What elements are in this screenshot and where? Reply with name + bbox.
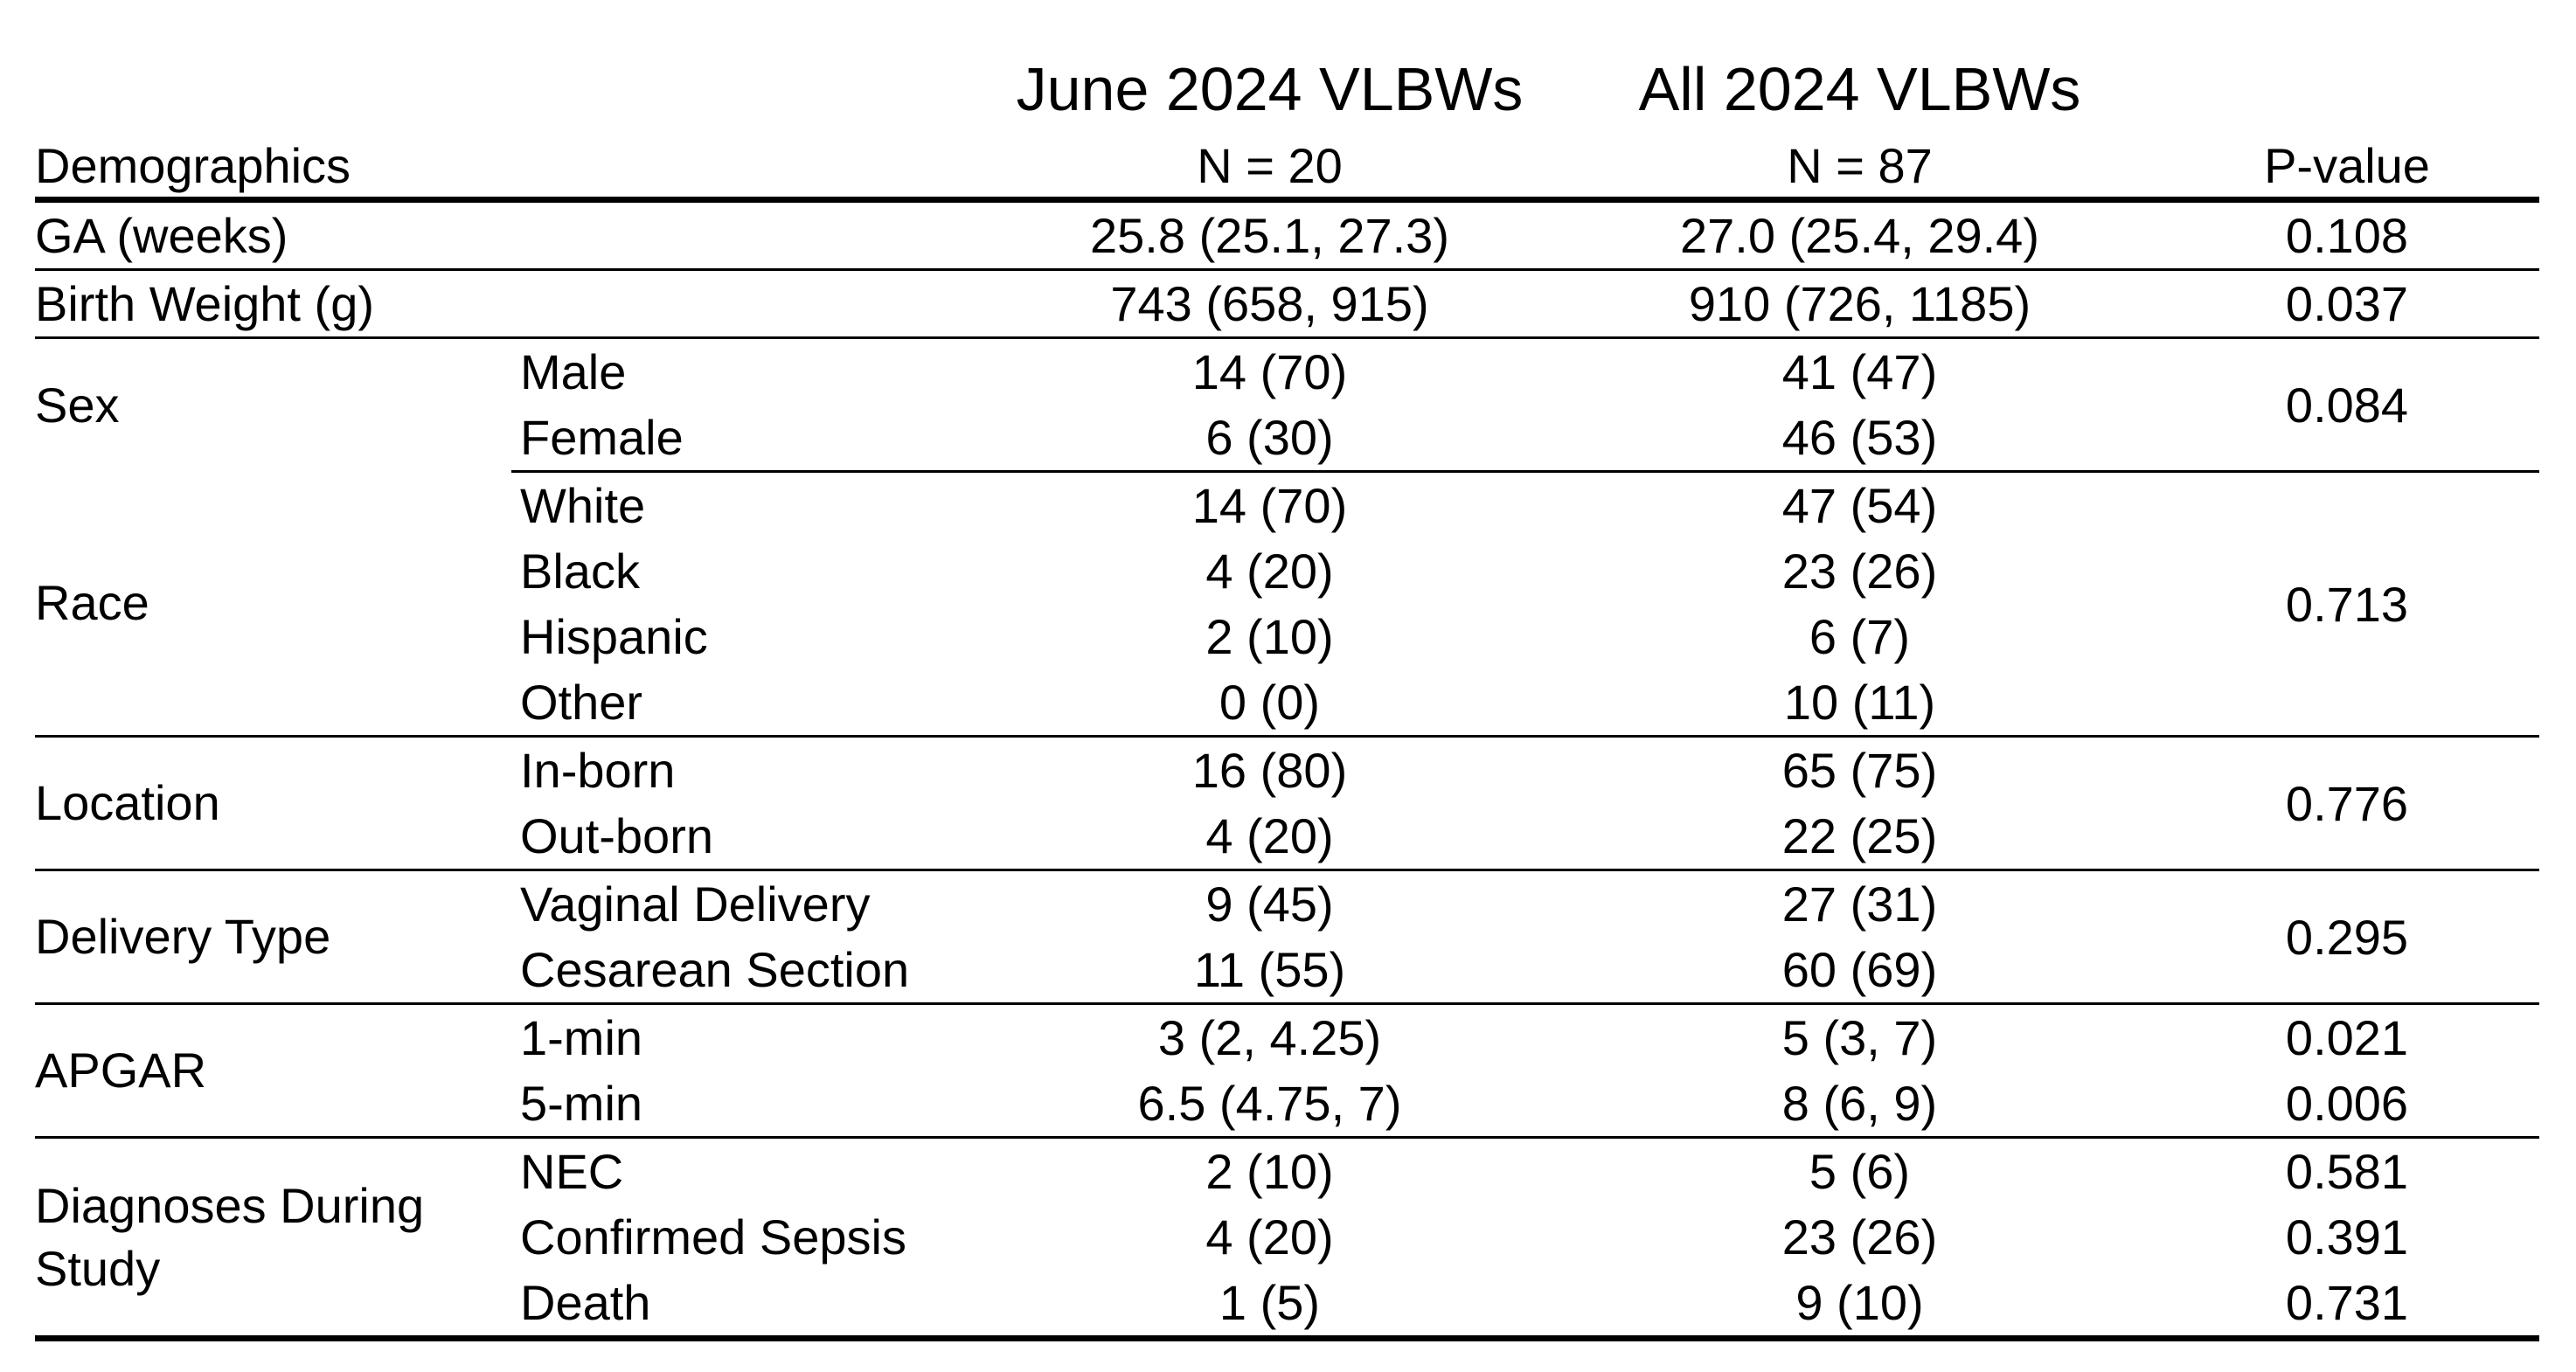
all-value: 47 (54)	[1781, 478, 1938, 533]
demographics-table	[35, 44, 2539, 1341]
column-header-row	[35, 135, 2539, 200]
sub-label: 5-min	[511, 1071, 975, 1138]
row-label: Birth Weight (g)	[35, 270, 975, 338]
all-value: 41 (47)	[1781, 344, 1938, 399]
sub-label: 1-min	[520, 1010, 643, 1065]
group-header-june: June 2024 VLBWs	[1016, 55, 1524, 123]
table-row-delivery-vaginal	[35, 870, 2539, 938]
all-value: 27.0 (25.4, 29.4)	[1565, 200, 2155, 270]
p-value: 0.021	[2285, 1010, 2409, 1065]
sub-label: Death	[511, 1270, 975, 1339]
june-value: 25.8 (25.1, 27.3)	[975, 200, 1565, 270]
p-value: 0.084	[2155, 338, 2539, 472]
p-value: 0.006	[2155, 1071, 2539, 1138]
sub-label: Hispanic	[520, 609, 708, 664]
sub-label: Out-born	[511, 803, 975, 870]
empty-header-cell	[2155, 44, 2539, 135]
june-value: 743 (658, 915)	[975, 270, 1565, 338]
all-value: 8 (6, 9)	[1565, 1071, 2155, 1138]
all-value: 23 (26)	[1781, 1209, 1938, 1265]
table-row-ga	[35, 200, 2539, 270]
all-value: 6 (7)	[1809, 609, 1911, 664]
group-header-row	[35, 44, 2539, 135]
row-label: GA (weeks)	[35, 200, 975, 270]
june-value: 2 (10)	[1205, 1144, 1334, 1199]
group-header-all: All 2024 VLBWs	[1638, 55, 2081, 123]
all-value: 46 (53)	[1565, 405, 2155, 472]
june-value: 6.5 (4.75, 7)	[975, 1071, 1565, 1138]
p-value: 0.391	[2285, 1209, 2409, 1265]
sub-label: In-born	[520, 743, 676, 798]
all-value: 5 (6)	[1809, 1144, 1911, 1199]
category-label-delivery-type: Delivery Type	[35, 870, 511, 1004]
category-label-apgar: APGAR	[35, 1004, 511, 1138]
table-row-location-inborn	[35, 737, 2539, 804]
june-value: 1 (5)	[975, 1270, 1565, 1339]
sub-label: White	[520, 478, 646, 533]
n-june: N = 20	[975, 135, 1565, 200]
pvalue-header: P-value	[2155, 135, 2539, 200]
category-label-location: Location	[35, 737, 511, 870]
june-value: 6 (30)	[975, 405, 1565, 472]
table-row-sex-male	[35, 338, 2539, 405]
all-value: 60 (69)	[1565, 937, 2155, 1004]
june-value: 14 (70)	[1191, 344, 1348, 399]
all-value: 910 (726, 1185)	[1565, 270, 2155, 338]
empty-header-cell	[35, 44, 511, 135]
june-value: 9 (45)	[1205, 877, 1334, 932]
sub-label: Female	[511, 405, 975, 472]
june-value: 3 (2, 4.25)	[1157, 1010, 1382, 1065]
sub-label: Confirmed Sepsis	[520, 1209, 906, 1265]
p-value: 0.295	[2155, 870, 2539, 1004]
category-label-diagnoses: Diagnoses During Study	[35, 1138, 511, 1339]
all-value: 5 (3, 7)	[1781, 1010, 1938, 1065]
june-value: 14 (70)	[1191, 478, 1348, 533]
all-value: 27 (31)	[1781, 877, 1938, 932]
p-value: 0.037	[2155, 270, 2539, 338]
june-value: 4 (20)	[1205, 544, 1334, 599]
sub-label: NEC	[520, 1144, 624, 1199]
sub-label: Male	[520, 344, 627, 399]
p-value: 0.776	[2155, 737, 2539, 870]
june-value: 11 (55)	[975, 937, 1565, 1004]
p-value: 0.108	[2155, 200, 2539, 270]
p-value: 0.581	[2285, 1144, 2409, 1199]
june-value: 2 (10)	[1205, 609, 1334, 664]
table-row-race-white	[35, 472, 2539, 539]
sub-label: Cesarean Section	[511, 937, 975, 1004]
june-value: 0 (0)	[975, 669, 1565, 737]
june-value: 4 (20)	[1205, 1209, 1334, 1265]
p-value: 0.731	[2155, 1270, 2539, 1339]
table-row-birth-weight	[35, 270, 2539, 338]
empty-header-cell	[511, 44, 975, 135]
sub-label: Black	[520, 544, 640, 599]
table-row-diagnoses-nec	[35, 1138, 2539, 1205]
demographics-label: Demographics	[35, 135, 975, 200]
all-value: 65 (75)	[1781, 743, 1938, 798]
all-value: 10 (11)	[1565, 669, 2155, 737]
table-row-apgar-1min	[35, 1004, 2539, 1071]
sub-label: Other	[511, 669, 975, 737]
june-value: 4 (20)	[975, 803, 1565, 870]
n-all: N = 87	[1565, 135, 2155, 200]
june-value: 16 (80)	[1191, 743, 1348, 798]
p-value: 0.713	[2155, 472, 2539, 737]
category-label-race: Race	[35, 472, 511, 737]
sub-label: Vaginal Delivery	[520, 877, 871, 932]
demographics-table-container	[35, 44, 2539, 1341]
category-label-sex: Sex	[35, 377, 120, 433]
all-value: 9 (10)	[1565, 1270, 2155, 1339]
all-value: 23 (26)	[1781, 544, 1938, 599]
all-value: 22 (25)	[1565, 803, 2155, 870]
